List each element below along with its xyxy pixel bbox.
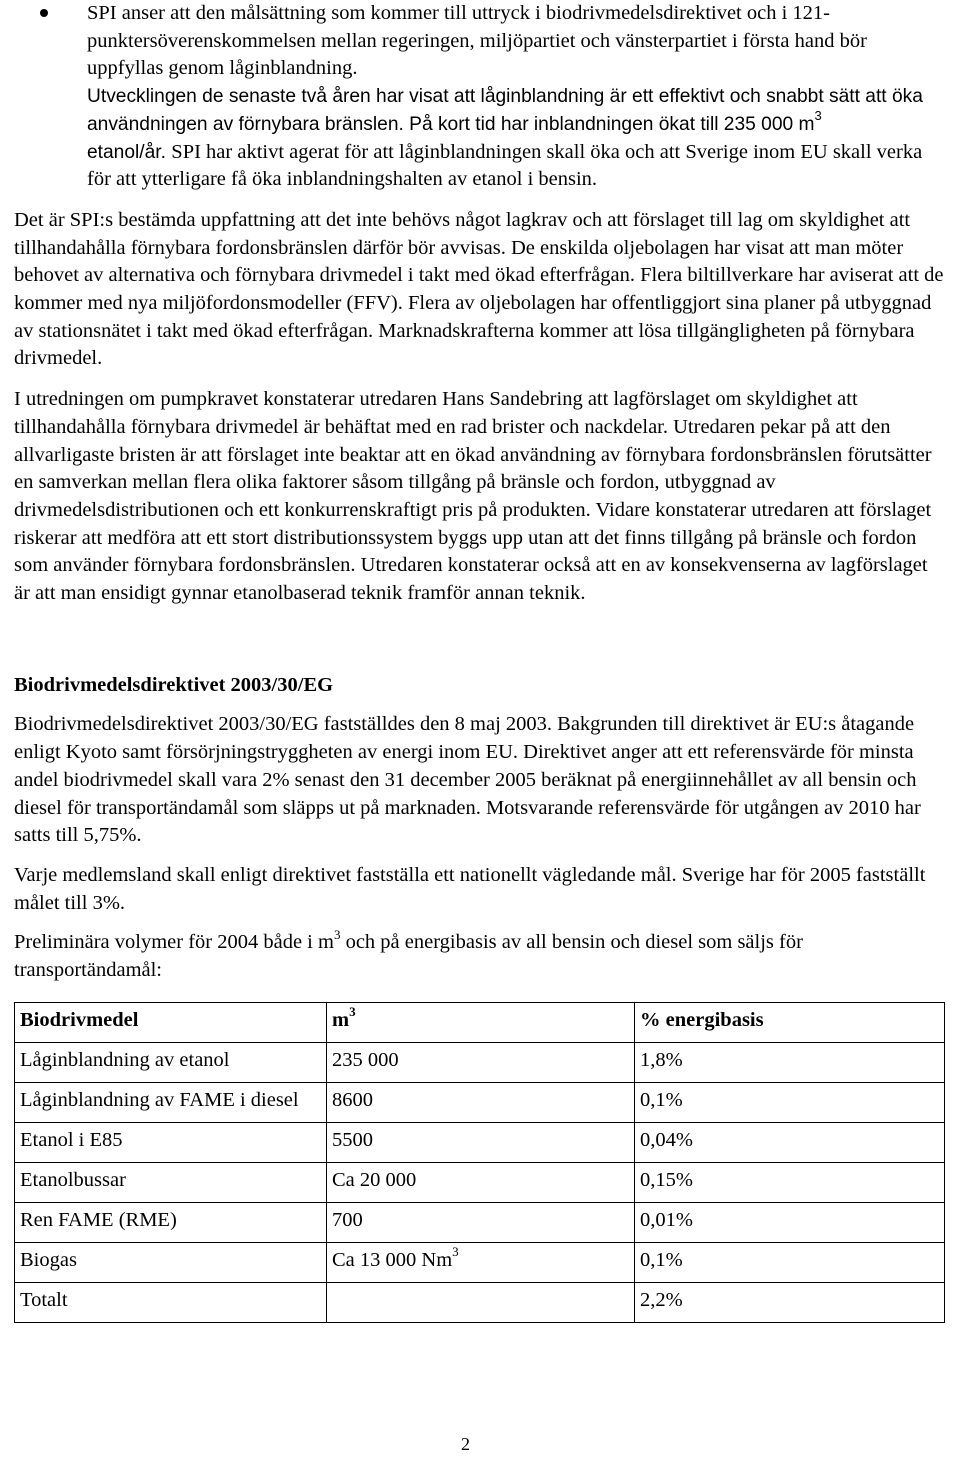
cell-energibasis: 0,01% [635,1202,945,1242]
superscript-3: 3 [333,926,341,942]
cell-biodrivmedel: Ren FAME (RME) [15,1202,327,1242]
header-energibasis: % energibasis [635,1002,945,1042]
bullet-text-2 [87,83,944,194]
superscript-3: 3 [814,108,822,124]
bullet-item [14,0,944,194]
table-row [15,1042,945,1082]
header-biodrivmedel: Biodrivmedel [15,1002,327,1042]
biofuel-volume-table [14,1002,945,1323]
table-header-row [15,1002,945,1042]
table-row [15,1282,945,1322]
cell-m3 [327,1282,635,1322]
cell-energibasis: 0,15% [635,1162,945,1202]
cell-biodrivmedel: Biogas [15,1242,327,1282]
table-row [15,1242,945,1282]
cell-biodrivmedel: Totalt [15,1282,327,1322]
paragraph-direktivet: Biodrivmedelsdirektivet 2003/30/EG fastställdes den 8 maj 2003. Bakgrunden till direktivet är EU:s åtagande enligt Kyoto samt försörjningstryggheten av energi inom EU. Direktivet anger att ett referensvärde för minsta andel biodrivmedel skall vara 2% senast den 31 december 2005 beräknat på energiinnehållet av all bensin och diesel för transportändamål som släpps ut på marknaden. Motsvarande referensvärde för utgången av 2010 har satts till 5,75%. [14,713,921,847]
paragraph-utredningen: I utredningen om pumpkravet konstaterar utredaren Hans Sandebring att lagförslaget om skyldighet att tillhandahålla förnybara drivmedel är behäftat med en rad brister och nackdelar. Utredaren pekar på att den allvarligaste bristen är att förslaget inte beaktar att en ökad användning av förnybara fordonsbränslen förutsätter en samverkan mellan flera olika faktorer såsom tillgång på bränsle och fordon, utbyggnad av drivmedelsdistributionen och ett konkurrenskraftigt pris på produkten. Vidare konstaterar utredaren att förslaget riskerar att medföra att ett stort distributionssystem byggs upp utan att det finns tillgång på bränsle och fordon som använder förnybara fordonsbränslen. Utredaren konstaterar också att en av konsekvenserna av lagförslaget är att man ensidigt gynnar etanolbaserad teknik framför annan teknik. [14,388,932,605]
bullet-dot-icon [40,9,48,17]
table-row [15,1082,945,1122]
bullet-sans-text: Utvecklingen de senaste två åren har visat att låginblandning är ett effektivt och snabbt sätt att öka användningen av förnybara bränslen. På kort tid har inblandningen ökat till 235 000 m [87,86,923,135]
cell-energibasis: 2,2% [635,1282,945,1322]
bullet-serif-text: SPI har aktivt agerat för att låginblandningen skall öka och att Sverige inom EU skall verka för att ytterligare få öka inblandningshalten av etanol i bensin. [87,140,923,191]
cell-m3: 8600 [327,1082,635,1122]
table-row [15,1202,945,1242]
bullet-text-1: SPI anser att den målsättning som kommer till uttryck i biodrivmedelsdirektivet och i 121- punktersöverenskommelsen mellan regeringen, miljöpartiet och vänsterpartiet i första hand bör uppfyllas genom låginblandning. [87,2,867,80]
bullet-sans-after: etanol/år. [87,141,166,163]
cell-biodrivmedel: Låginblandning av etanol [15,1042,327,1082]
cell-m3: Ca 20 000 [327,1162,635,1202]
cell-energibasis: 1,8% [635,1042,945,1082]
paragraph-spi-position: Det är SPI:s bestämda uppfattning att det inte behövs något lagkrav och att förslaget till lag om skyldighet att tillhandahålla förnybara fordonsbränslen därför bör avvisas. De enskilda oljebolagen har visat att man möter behovet av alternativa och förnybara drivmedel i takt med ökad efterfrågan. Flera biltillverkare har aviserat att de kommer med nya miljöfordonsmodeller (FFV). Flera av oljebolagen har offentliggjort sina planer på utbyggnad av stationsnätet i takt med ökad efterfrågan. Marknadskrafterna kommer att lösa tillgängligheten på förnybara drivmedel. [14,208,944,370]
cell-biodrivmedel: Etanol i E85 [15,1122,327,1162]
table-row [15,1162,945,1202]
document-page [14,0,944,1323]
paragraph-medlemsland: Varje medlemsland skall enligt direktivet fastställa ett nationellt vägledande mål. Sverige har för 2005 fastställt målet till 3%. [14,863,926,914]
section-heading: Biodrivmedelsdirektivet 2003/30/EG [14,673,334,696]
cell-energibasis: 0,04% [635,1122,945,1162]
cell-m3: 5500 [327,1122,635,1162]
cell-m3: 700 [327,1202,635,1242]
paragraph-volymer [14,926,944,984]
page-number: 2 [461,1434,470,1454]
volymer-text-before: Preliminära volymer för 2004 både i m [14,931,334,954]
cell-m3: Ca 13 000 Nm$^3$ [327,1242,635,1282]
cell-biodrivmedel: Låginblandning av FAME i diesel [15,1082,327,1122]
table-row [15,1122,945,1162]
volymer-text-after: och på energibasis av all bensin och diesel som säljs för transportändamål: [14,931,803,982]
cell-energibasis: 0,1% [635,1082,945,1122]
header-m3: $m^3$ [327,1002,635,1042]
cell-energibasis: 0,1% [635,1242,945,1282]
cell-m3: 235 000 [327,1042,635,1082]
cell-biodrivmedel: Etanolbussar [15,1162,327,1202]
